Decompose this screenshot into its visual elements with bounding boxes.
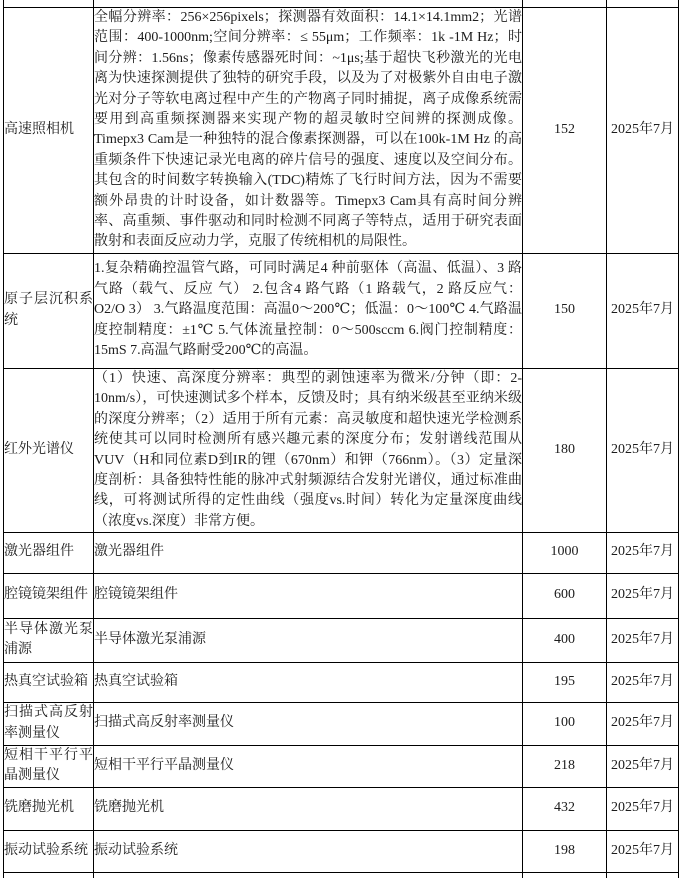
value-cell-text: 100	[554, 715, 575, 731]
equipment-name-cell-text: 原子层沉积系统	[4, 292, 93, 328]
date-cell-text: 2025年7月	[611, 302, 674, 318]
value-cell-text: 1000	[550, 544, 579, 560]
date-cell-text: 2025年7月	[611, 673, 674, 689]
empty-cell	[94, 0, 523, 7]
spec-description-cell-text: 扫描式高反射率测量仪	[94, 715, 234, 731]
spec-description-cell	[94, 662, 523, 702]
spec-description-cell	[94, 702, 523, 745]
empty-cell	[607, 0, 679, 7]
date-cell	[607, 702, 679, 745]
value-cell-text: 400	[554, 631, 575, 647]
empty-cell	[523, 872, 607, 878]
value-cell	[523, 662, 607, 702]
date-cell	[607, 7, 679, 253]
table-row	[4, 253, 679, 368]
value-cell	[523, 573, 607, 618]
date-cell	[607, 618, 679, 662]
spec-description-cell	[94, 573, 523, 618]
equipment-name-cell	[4, 368, 94, 532]
empty-cell	[4, 0, 94, 7]
value-cell	[523, 702, 607, 745]
value-cell-text: 218	[554, 757, 575, 773]
equipment-name-cell-text: 振动试验系统	[4, 842, 88, 858]
spec-description-cell-text: 铣磨抛光机	[94, 800, 164, 816]
date-cell-text: 2025年7月	[611, 715, 674, 731]
date-cell-text: 2025年7月	[611, 757, 674, 773]
spec-description-cell	[94, 745, 523, 787]
equipment-name-cell	[4, 662, 94, 702]
date-cell-text: 2025年7月	[611, 800, 674, 816]
equipment-name-cell	[4, 787, 94, 830]
date-cell	[607, 830, 679, 872]
spec-description-cell-text: 腔镜镜架组件	[94, 587, 178, 603]
date-cell-text: 2025年7月	[611, 544, 674, 560]
spec-description-cell-text: 1.复杂精确控温管气路，可同时满足4 种前驱体（高温、低温）、3 路气路（载气、反应 气） 2.包含4 路气路（1 路载气，2 路反应气：O2/O 3） 3.气路温度范围：高温0～200℃；低温：0～100℃ 4.气路温度控制精度：±1℃ 5.气体流量控制：0～500sccm 6.阀门控制精度：15mS 7.高温气路耐受200℃的高温。	[94, 261, 522, 359]
equipment-name-cell	[4, 702, 94, 745]
spec-description-cell	[94, 368, 523, 532]
equipment-name-cell-text: 扫描式高反射率测量仪	[4, 705, 93, 741]
table-row	[4, 745, 679, 787]
spec-description-cell	[94, 7, 523, 253]
spec-description-cell-text: （1）快速、高深度分辨率：典型的剥蚀速率为微米/分钟（即：2-10nm/s），可快速测试多个样本，反馈及时；具有纳米级甚至亚纳米级的深度分辨率；（2）适用于所有元素：高灵敏度和超快速光学检测系统使其可以同时检测所有感兴趣元素的深度分布；发射谱线范围从VUV（H和同位素D到IR的锂（670nm）和钾（766nm）。（3）定量深度剖析：具备独特性能的脉冲式射频源结合发射光谱仪，通过标准曲线，可将测试所得的定性曲线（强度vs.时间）转化为定量深度曲线（浓度vs.深度）非常方便。	[94, 371, 522, 529]
equipment-name-cell-text: 铣磨抛光机	[4, 800, 74, 816]
equipment-name-cell	[4, 7, 94, 253]
table-row	[4, 830, 679, 872]
equipment-name-cell	[4, 745, 94, 787]
spec-description-cell	[94, 830, 523, 872]
equipment-name-cell-text: 激光器组件	[4, 544, 74, 560]
date-cell	[607, 253, 679, 368]
spec-description-cell	[94, 787, 523, 830]
value-cell	[523, 830, 607, 872]
table-row	[4, 573, 679, 618]
date-cell-text: 2025年7月	[611, 441, 674, 457]
spec-description-cell-text: 半导体激光泵浦源	[94, 631, 206, 647]
spec-description-cell	[94, 618, 523, 662]
date-cell	[607, 745, 679, 787]
table-row	[4, 618, 679, 662]
table-row	[4, 532, 679, 573]
spec-description-cell-text: 振动试验系统	[94, 842, 178, 858]
spec-description-cell-text: 全幅分辨率：256×256pixels；探测器有效面积：14.1×14.1mm2；光谱范围：400-1000nm;空间分辨率：≤ 55μm；工作频率：1k -1M Hz；时间分辨：1.56ns；像素传感器死时间：~1μs;基于超快飞秒激光的光电离为快速探测提供了独特的研究手段，以及为了对极紫外自由电子激光对分子等软电离过程中产生的产物离子同时捕捉，离子成像系统需要用到高重频探测器来实现产物的超灵敏时空间辨的探测成像。Timepx3 Cam是一种独特的混合像素探测器，可以在100k-1M Hz 的高重频条件下快速记录光电离的碎片信号的强度、速度以及空间分布。其包含的时间数字转换输入(TDC)精炼了飞行时间方法，因为不需要额外昂贵的计时设备，如计数器等。Timepx3 Cam具有高时间分辨率、高重频、事件驱动和同时检测不同离子等特点，适用于研究表面散射和表面反应动力学，克服了传统相机的局限性。	[94, 10, 522, 250]
spec-description-cell	[94, 253, 523, 368]
date-cell-text: 2025年7月	[611, 631, 674, 647]
equipment-name-cell-text: 短相干平行平晶测量仪	[4, 748, 93, 784]
value-cell-text: 195	[554, 673, 575, 689]
spec-description-cell-text: 短相干平行平晶测量仪	[94, 757, 234, 773]
date-cell	[607, 532, 679, 573]
value-cell-text: 600	[554, 587, 575, 603]
table-row	[4, 7, 679, 253]
empty-cell	[94, 872, 523, 878]
equipment-name-cell	[4, 618, 94, 662]
equipment-name-cell-text: 半导体激光泵浦源	[4, 621, 93, 657]
spec-description-cell	[94, 532, 523, 573]
equipment-table	[3, 0, 679, 878]
empty-cell	[4, 872, 94, 878]
equipment-name-cell-text: 红外光谱仪	[4, 441, 74, 457]
value-cell-text: 152	[554, 121, 575, 137]
value-cell	[523, 253, 607, 368]
equipment-name-cell-text: 热真空试验箱	[4, 673, 88, 689]
value-cell-text: 150	[554, 302, 575, 318]
date-cell	[607, 573, 679, 618]
equipment-table-body	[4, 0, 679, 878]
equipment-name-cell	[4, 573, 94, 618]
value-cell-text: 180	[554, 441, 575, 457]
equipment-name-cell	[4, 532, 94, 573]
spec-description-cell-text: 激光器组件	[94, 544, 164, 560]
cropped-partial-row	[4, 872, 679, 878]
equipment-name-cell	[4, 830, 94, 872]
date-cell-text: 2025年7月	[611, 121, 674, 137]
empty-cell	[607, 872, 679, 878]
equipment-name-cell	[4, 253, 94, 368]
date-cell	[607, 787, 679, 830]
value-cell	[523, 618, 607, 662]
equipment-name-cell-text: 高速照相机	[4, 121, 74, 137]
value-cell-text: 198	[554, 842, 575, 858]
spec-description-cell-text: 热真空试验箱	[94, 673, 178, 689]
date-cell	[607, 368, 679, 532]
value-cell	[523, 745, 607, 787]
value-cell	[523, 7, 607, 253]
date-cell-text: 2025年7月	[611, 842, 674, 858]
equipment-name-cell-text: 腔镜镜架组件	[4, 587, 88, 603]
date-cell-text: 2025年7月	[611, 587, 674, 603]
value-cell	[523, 787, 607, 830]
date-cell	[607, 662, 679, 702]
table-row	[4, 368, 679, 532]
table-row	[4, 787, 679, 830]
table-row	[4, 702, 679, 745]
cropped-partial-row	[4, 0, 679, 7]
value-cell	[523, 532, 607, 573]
value-cell-text: 432	[554, 800, 575, 816]
empty-cell	[523, 0, 607, 7]
table-row	[4, 662, 679, 702]
value-cell	[523, 368, 607, 532]
